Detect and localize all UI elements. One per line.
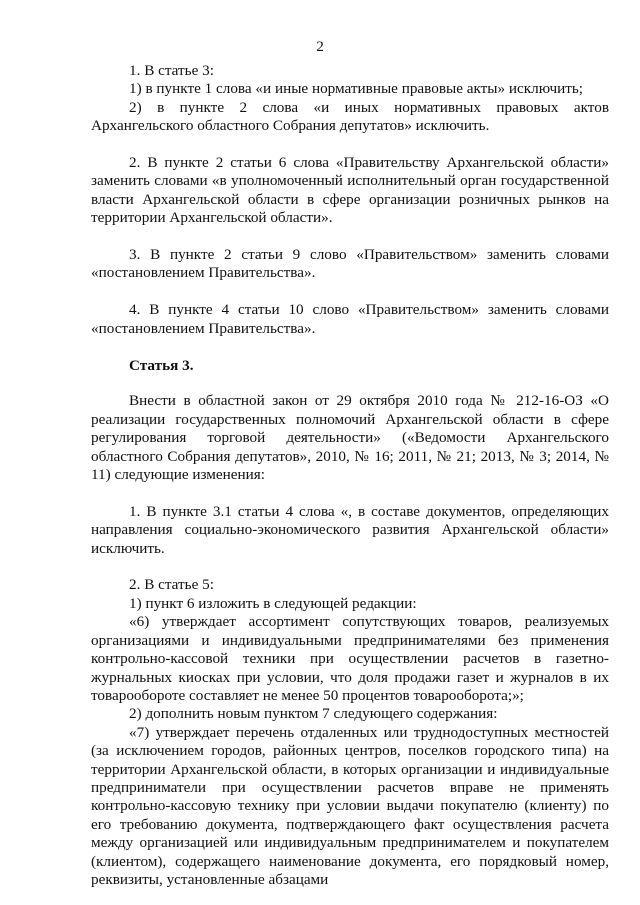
paragraph-point-3: 3. В пункте 2 статьи 9 слово «Правительством» заменить словами «постановлением Правительства». (91, 246, 609, 282)
paragraph-article3-intro: 1. В статье 3: (129, 62, 214, 79)
paragraph-item-2: 2) в пункте 2 слова «и иных нормативных правовых актов Архангельского областного Собрания депутатов» исключить. (91, 98, 609, 135)
paragraph-article4-change: 1. В пункте 3.1 статьи 4 слова «, в составе документов, определяющих направления социально-экономического развития Архангельской области» исключить. (91, 502, 609, 557)
paragraph-article5-intro: 2. В статье 5: (129, 576, 214, 594)
paragraph-item-6-text: «6) утверждает ассортимент сопутствующих товаров, реализуемых организациями и индивидуальными предпринимателями без применения контрольно-кассовой техники при осуществлении расчетов в газетно-журнальных киосках при условии, что доля продажи газет и журналов в их товарообороте составляет не менее 50 процентов товарооборота;»; (91, 613, 609, 704)
document-body (91, 62, 609, 889)
paragraph-item-6-intro: 1) пункт 6 изложить в следующей редакции: (129, 594, 417, 612)
paragraph-amend-law: Внести в областной закон от 29 октября 2010 года № 212-16-ОЗ «О реализации государственных полномочий Архангельской области в сфере регулирования торговой деятельности» («Ведомости Архангельского областного Собрания депутатов», 2010, № 16; 2011, № 21; 2013, № 3; 2014, № 11) следующие изменения: (91, 392, 609, 484)
paragraph-point-4: 4. В пункте 4 статьи 10 слово «Правительством» заменить словами «постановлением Правительства». (91, 301, 609, 337)
paragraph-item-7-intro: 2) дополнить новым пунктом 7 следующего содержания: (129, 705, 498, 723)
paragraph-item-7-text: «7) утверждает перечень отдаленных или труднодоступных местностей (за исключением городов, районных центров, поселков городского типа) на территории Архангельской области, в которых организации и индивидуальные предприниматели при осуществлении расчетов вправе не применять контрольно-кассовую технику при условии выдачи покупателю (клиенту) по его требованию документа, подтверждающего факт осуществления расчета между организацией или индивидуальным предпринимателем и покупателем (клиентом), содержащего наименование документа, его порядковый номер, реквизиты, установленные абзацами (91, 723, 609, 888)
article-heading: Статья 3. (129, 357, 194, 375)
paragraph-item-1: 1) в пункте 1 слова «и иные нормативные правовые акты» исключить; (129, 80, 584, 98)
paragraph-point-2: 2. В пункте 2 статьи 6 слова «Правительству Архангельской области» заменить словами «в уполномоченный исполнительный орган государственной власти Архангельской области в сфере организации розничных рынков на территории Архангельской области». (91, 154, 609, 227)
page-number: 2 (316, 38, 324, 55)
